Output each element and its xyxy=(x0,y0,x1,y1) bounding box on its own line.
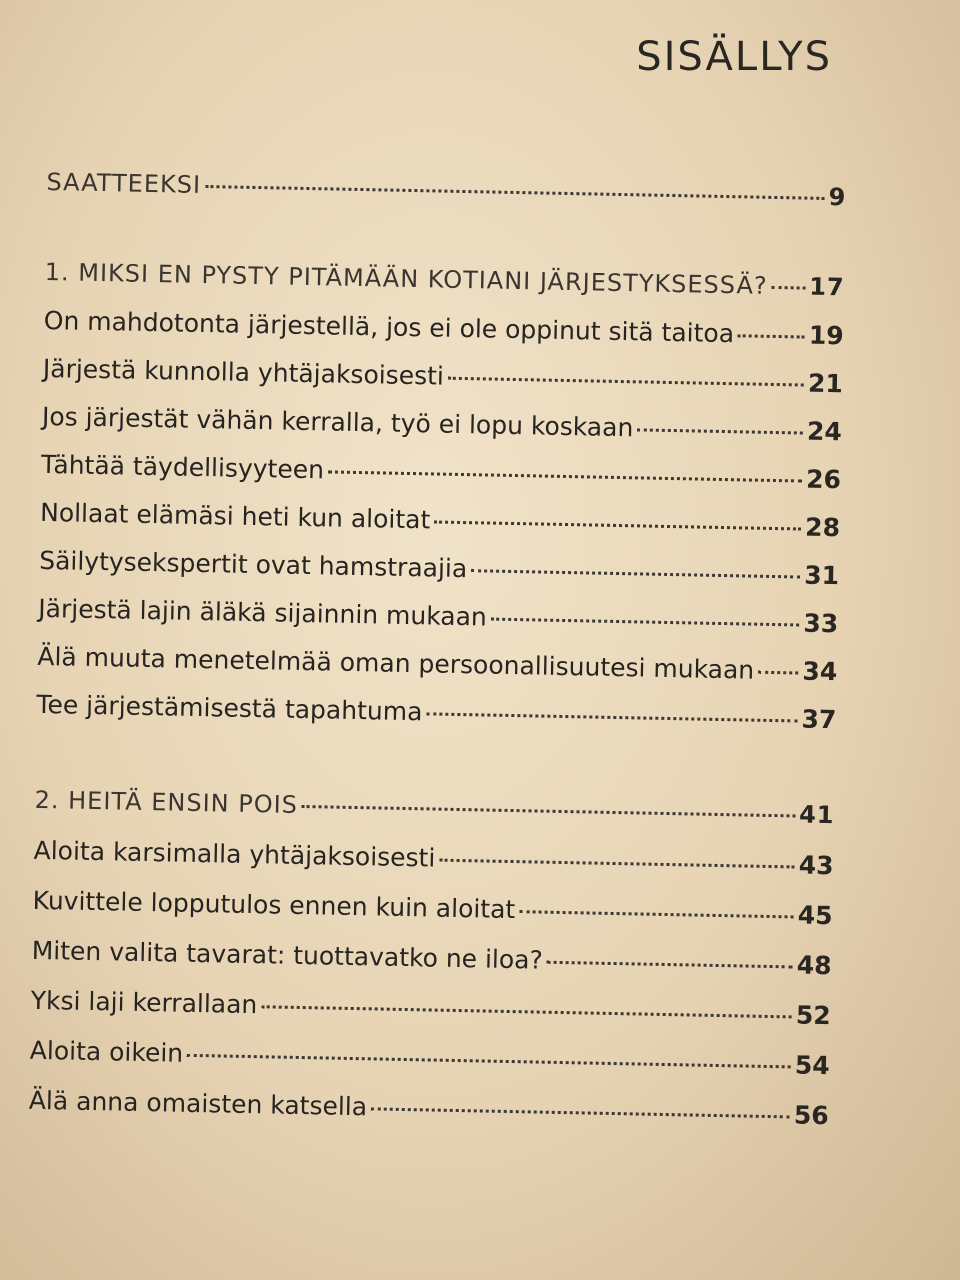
toc-entry-label: Säilytysekspertit ovat hamstraajia xyxy=(38,545,468,584)
toc-entry xyxy=(40,498,841,553)
toc-entry-page-number: 54 xyxy=(794,1050,830,1081)
dot-leader xyxy=(738,334,805,338)
toc-entry-page-number: 28 xyxy=(804,512,841,543)
dot-leader xyxy=(471,569,800,578)
toc-entry xyxy=(36,690,837,745)
toc-entry-page-number: 19 xyxy=(808,320,844,351)
toc-entry xyxy=(28,1086,829,1141)
dot-leader xyxy=(448,377,804,387)
page-title: SISÄLLYS xyxy=(636,34,832,80)
toc-entry-page-number: 43 xyxy=(798,850,834,881)
toc-entry-page-number: 21 xyxy=(807,368,844,399)
toc-entry xyxy=(33,836,834,891)
toc-entry-label: Järjestä lajin äläkä sijainnin mukaan xyxy=(38,593,488,632)
dot-leader xyxy=(772,286,806,290)
dot-leader xyxy=(491,618,800,627)
toc-entry-page-number: 52 xyxy=(795,1000,831,1031)
toc-entry-label: Nollaat elämäsi heti kun aloitat xyxy=(39,497,431,535)
toc-entry-page-number: 17 xyxy=(808,272,845,302)
toc-entry xyxy=(30,986,831,1041)
dot-leader xyxy=(434,520,801,530)
toc-entry-label: Aloita karsimalla yhtäjaksoisesti xyxy=(33,835,436,873)
dot-leader xyxy=(519,910,794,918)
toc-entry-page-number: 9 xyxy=(828,182,847,212)
toc-entry-label: Kuvittele lopputulos ennen kuin aloitat xyxy=(32,885,516,925)
toc-entry-label: Tähtää täydellisyyteen xyxy=(40,449,325,485)
toc-chapter-1 xyxy=(44,258,845,313)
dot-leader xyxy=(261,1005,792,1018)
toc-entry xyxy=(31,936,832,991)
toc-entry-label: Älä muuta menetelmää oman persoonallisuutesi mukaan xyxy=(37,641,755,685)
toc-entry-label: 2. HEITÄ ENSIN POIS xyxy=(34,785,299,819)
dot-leader xyxy=(205,185,825,200)
toc-chapter-2 xyxy=(34,786,835,841)
toc-entry-label: On mahdotonta järjestellä, jos ei ole oppinut sitä taitoa xyxy=(43,305,735,349)
toc-entry-label: Järjestä kunnolla yhtäjaksoisesti xyxy=(42,353,445,391)
dot-leader xyxy=(637,428,803,434)
toc-entry xyxy=(32,886,833,941)
toc-entry-foreword xyxy=(46,168,847,223)
toc-entry xyxy=(37,642,838,697)
toc-entry-page-number: 48 xyxy=(796,950,832,981)
toc-entry-label: Yksi laji kerrallaan xyxy=(30,985,258,1020)
dot-leader xyxy=(371,1107,790,1118)
toc-entry xyxy=(38,594,839,649)
dot-leader xyxy=(302,805,795,817)
toc-entry-label: 1. MIKSI EN PYSTY PITÄMÄÄN KOTIANI JÄRJESTYKSESSÄ? xyxy=(44,257,768,300)
toc-entry xyxy=(41,450,842,505)
toc-entry-page-number: 34 xyxy=(802,656,838,687)
dot-leader xyxy=(187,1054,791,1069)
toc-entry-page-number: 56 xyxy=(793,1100,830,1131)
toc-entry-label: Älä anna omaisten katsella xyxy=(28,1085,368,1122)
toc-entry xyxy=(29,1036,830,1091)
toc-entry xyxy=(39,546,840,601)
toc-entry-page-number: 24 xyxy=(806,416,843,447)
toc-entry xyxy=(42,354,843,409)
dot-leader xyxy=(426,712,797,722)
dot-leader xyxy=(758,671,798,675)
toc-entry-page-number: 45 xyxy=(797,900,833,931)
toc-entry-label: SAATTEEKSI xyxy=(46,167,202,199)
dot-leader xyxy=(547,961,793,969)
dot-leader xyxy=(328,470,802,482)
toc-entry xyxy=(42,402,843,457)
toc-entry-page-number: 33 xyxy=(803,608,839,639)
toc-entry-page-number: 41 xyxy=(798,800,835,830)
toc-entry-page-number: 31 xyxy=(804,560,840,591)
toc-entry-label: Aloita oikein xyxy=(29,1035,184,1068)
dot-leader xyxy=(439,859,794,869)
toc-entry-page-number: 26 xyxy=(805,464,842,495)
toc-entry-page-number: 37 xyxy=(801,704,837,735)
toc-entry-label: Tee järjestämisestä tapahtuma xyxy=(36,689,423,727)
toc-entry-label: Miten valita tavarat: tuottavatko ne iloa? xyxy=(31,935,544,975)
toc-entry xyxy=(43,306,844,361)
toc-entry-label: Jos järjestät vähän kerralla, työ ei lopu koskaan xyxy=(41,401,634,443)
